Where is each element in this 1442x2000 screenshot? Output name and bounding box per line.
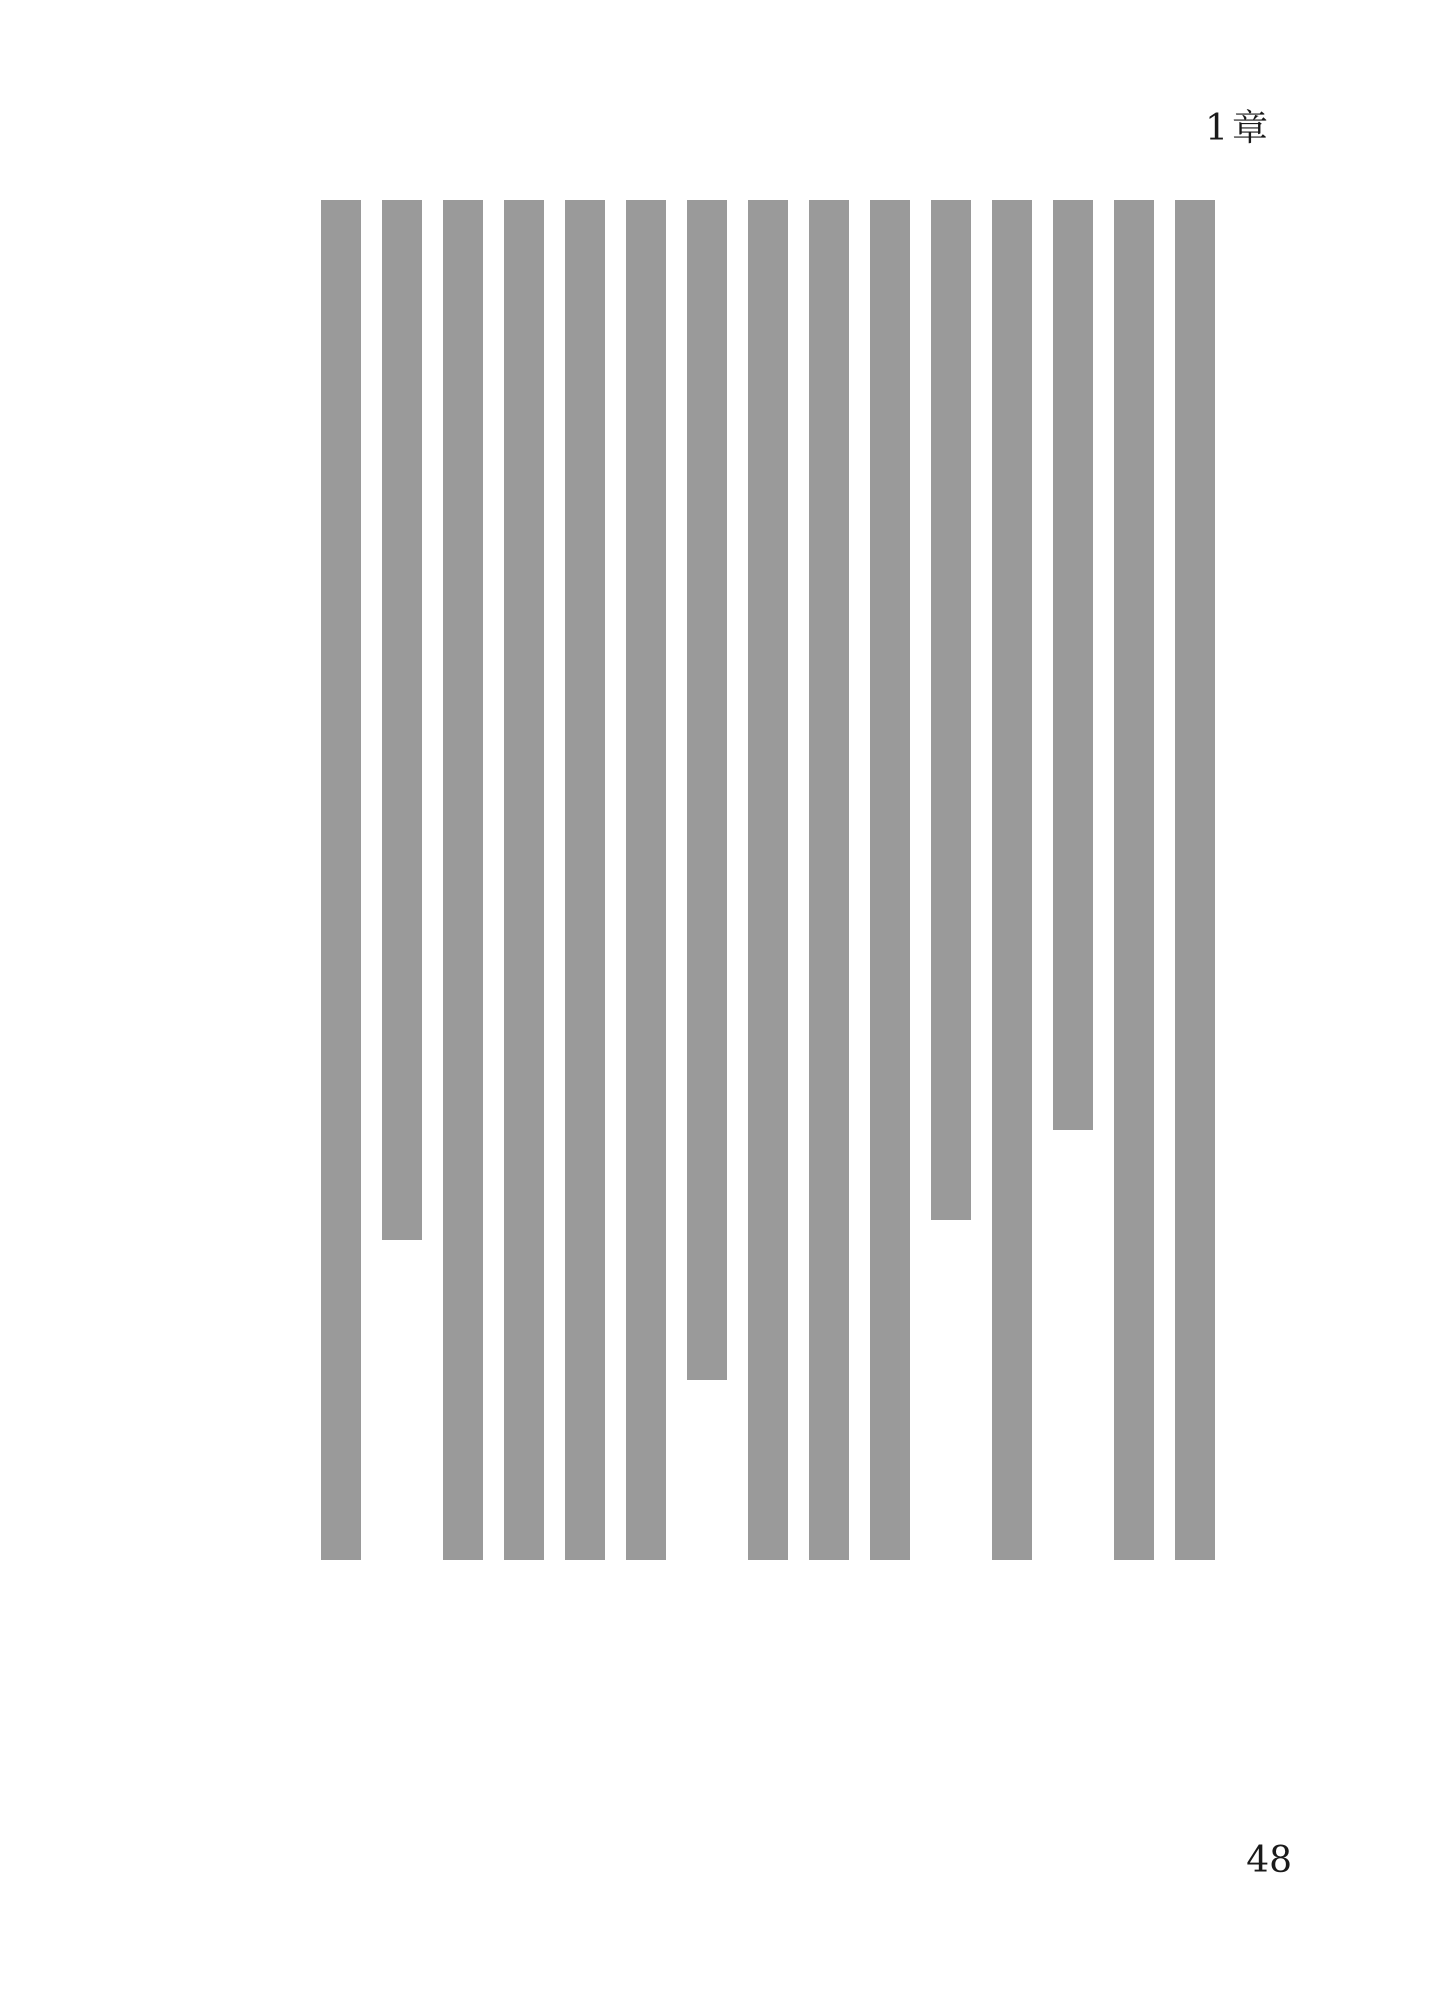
redacted-text-column (443, 200, 483, 1560)
redacted-text-column (382, 200, 422, 1240)
redacted-text-column (809, 200, 849, 1560)
redacted-text-column (931, 200, 971, 1220)
redacted-text-column (687, 200, 727, 1380)
redacted-text-column (1053, 200, 1093, 1130)
redacted-text-column (992, 200, 1032, 1560)
page-number: 48 (1246, 1840, 1292, 1881)
redacted-text-column (1175, 200, 1215, 1560)
redacted-text-column (1114, 200, 1154, 1560)
redacted-text-column (504, 200, 544, 1560)
chapter-header: 1章 (1205, 108, 1272, 149)
redacted-text-column (870, 200, 910, 1560)
redacted-text-column (321, 200, 361, 1560)
redacted-text-column (748, 200, 788, 1560)
redacted-text-column (565, 200, 605, 1560)
redacted-text-column (626, 200, 666, 1560)
body-text-area-redacted (290, 200, 1215, 1560)
